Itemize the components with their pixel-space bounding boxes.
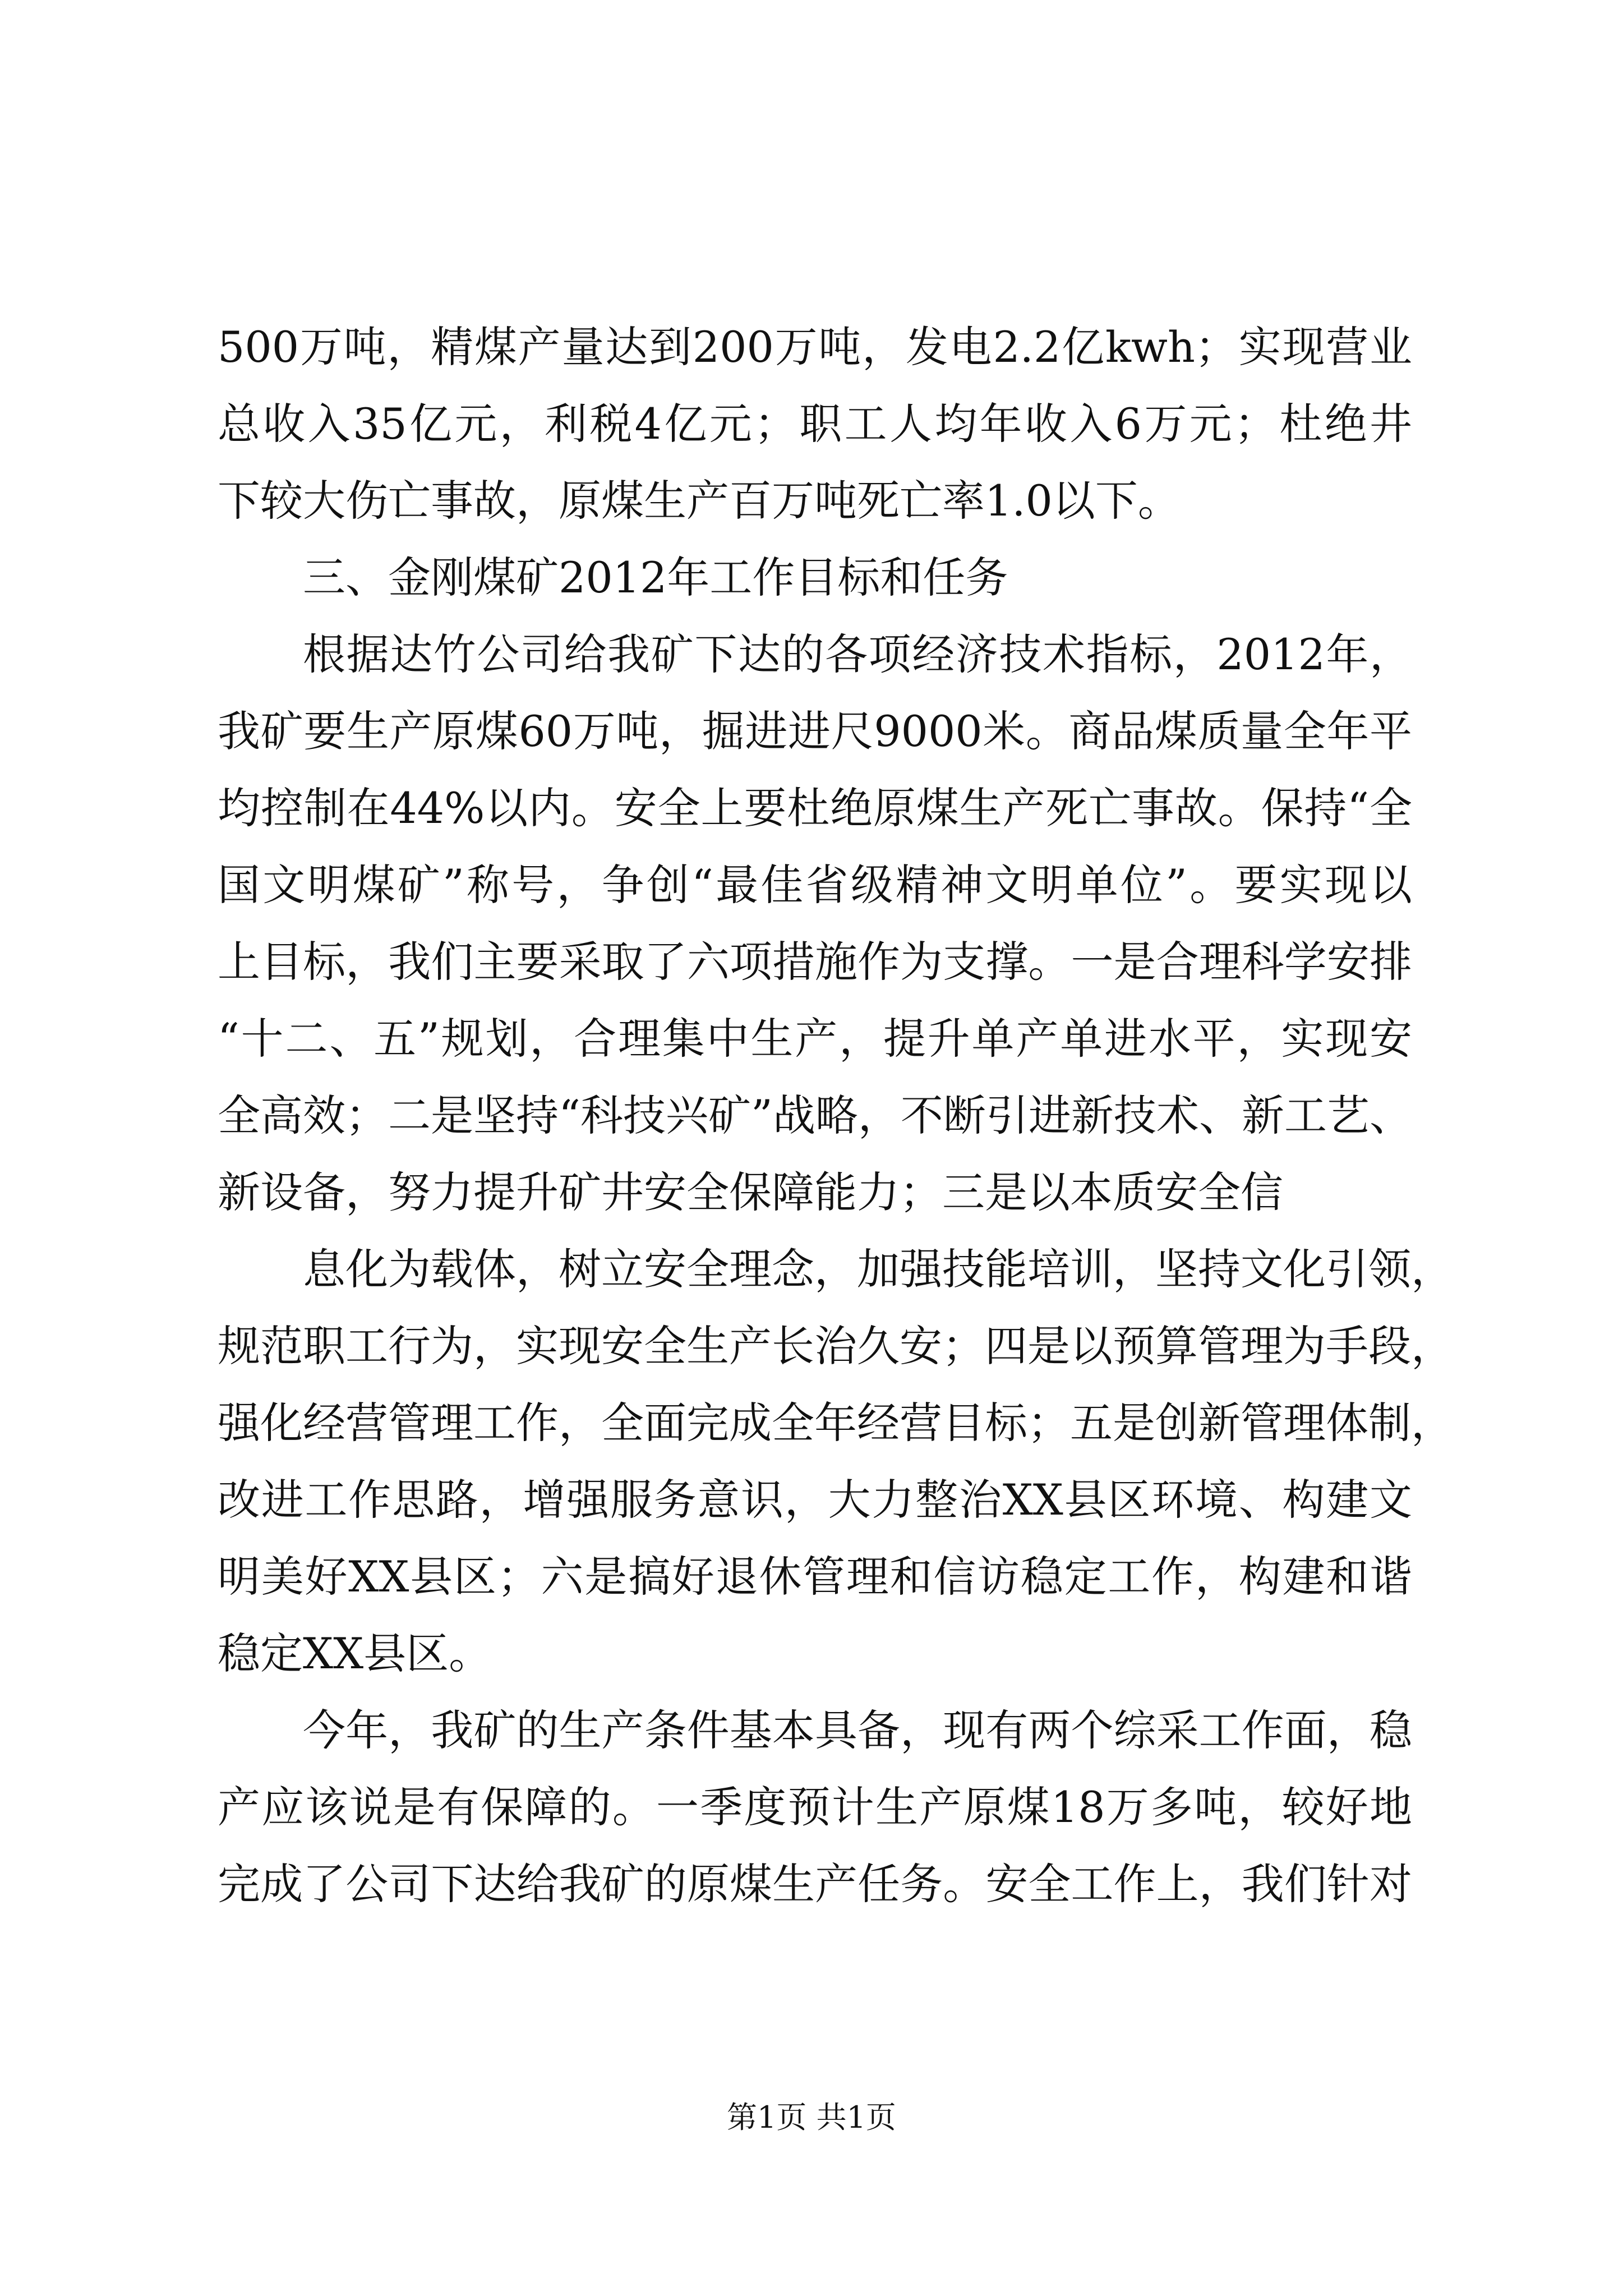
text-line-12: 新设备，努力提升矿井安全保障能力；三是以本质安全信 [218, 1167, 1283, 1217]
text-line-19: 今年，我矿的生产条件基本具备，现有两个综采工作面，稳 [303, 1705, 1412, 1755]
page-number-footer: 第1页 共1页 [727, 2100, 896, 2135]
text-line-9: 上目标，我们主要采取了六项措施作为支撑。一是合理科学安排 [218, 937, 1412, 987]
text-line-1: 500万吨，精煤产量达到200万吨，发电2.2亿kwh；实现营业 [218, 322, 1412, 372]
text-line-21: 完成了公司下达给我矿的原煤生产任务。安全工作上，我们针对 [218, 1859, 1412, 1909]
text-line-11: 全高效；二是坚持“科技兴矿”战略，不断引进新技术、新工艺、 [218, 1091, 1412, 1140]
text-line-6: 我矿要生产原煤60万吨，掘进进尺9000米。商品煤质量全年平 [218, 706, 1412, 756]
text-line-8: 国文明煤矿”称号，争创“最佳省级精神文明单位”。要实现以 [218, 860, 1412, 910]
text-line-10: “十二、五”规划，合理集中生产，提升单产单进水平，实现安 [218, 1014, 1412, 1064]
text-line-14: 规范职工行为，实现安全生产长治久安；四是以预算管理为手段， [218, 1321, 1454, 1371]
text-line-13: 息化为载体，树立安全理念，加强技能培训，坚持文化引领， [303, 1244, 1454, 1294]
text-line-15: 强化经营管理工作，全面完成全年经营目标；五是创新管理体制， [218, 1398, 1454, 1448]
text-line-20: 产应该说是有保障的。一季度预计生产原煤18万多吨，较好地 [218, 1782, 1412, 1832]
text-line-5: 根据达竹公司给我矿下达的各项经济技术指标，2012年， [303, 629, 1412, 679]
text-line-7: 均控制在44%以内。安全上要杜绝原煤生产死亡事故。保持“全 [218, 783, 1412, 833]
text-line-3: 下较大伤亡事故，原煤生产百万吨死亡率1.0以下。 [218, 476, 1181, 526]
text-line-2: 总收入35亿元，利税4亿元；职工人均年收入6万元；杜绝井 [218, 399, 1412, 449]
section-heading: 三、金刚煤矿2012年工作目标和任务 [303, 553, 1008, 602]
text-line-17: 明美好XX县区；六是搞好退休管理和信访稳定工作，构建和谐 [218, 1552, 1412, 1602]
text-line-16: 改进工作思路，增强服务意识，大力整治XX县区环境、构建文 [218, 1475, 1412, 1525]
text-line-18: 稳定XX县区。 [218, 1628, 492, 1678]
